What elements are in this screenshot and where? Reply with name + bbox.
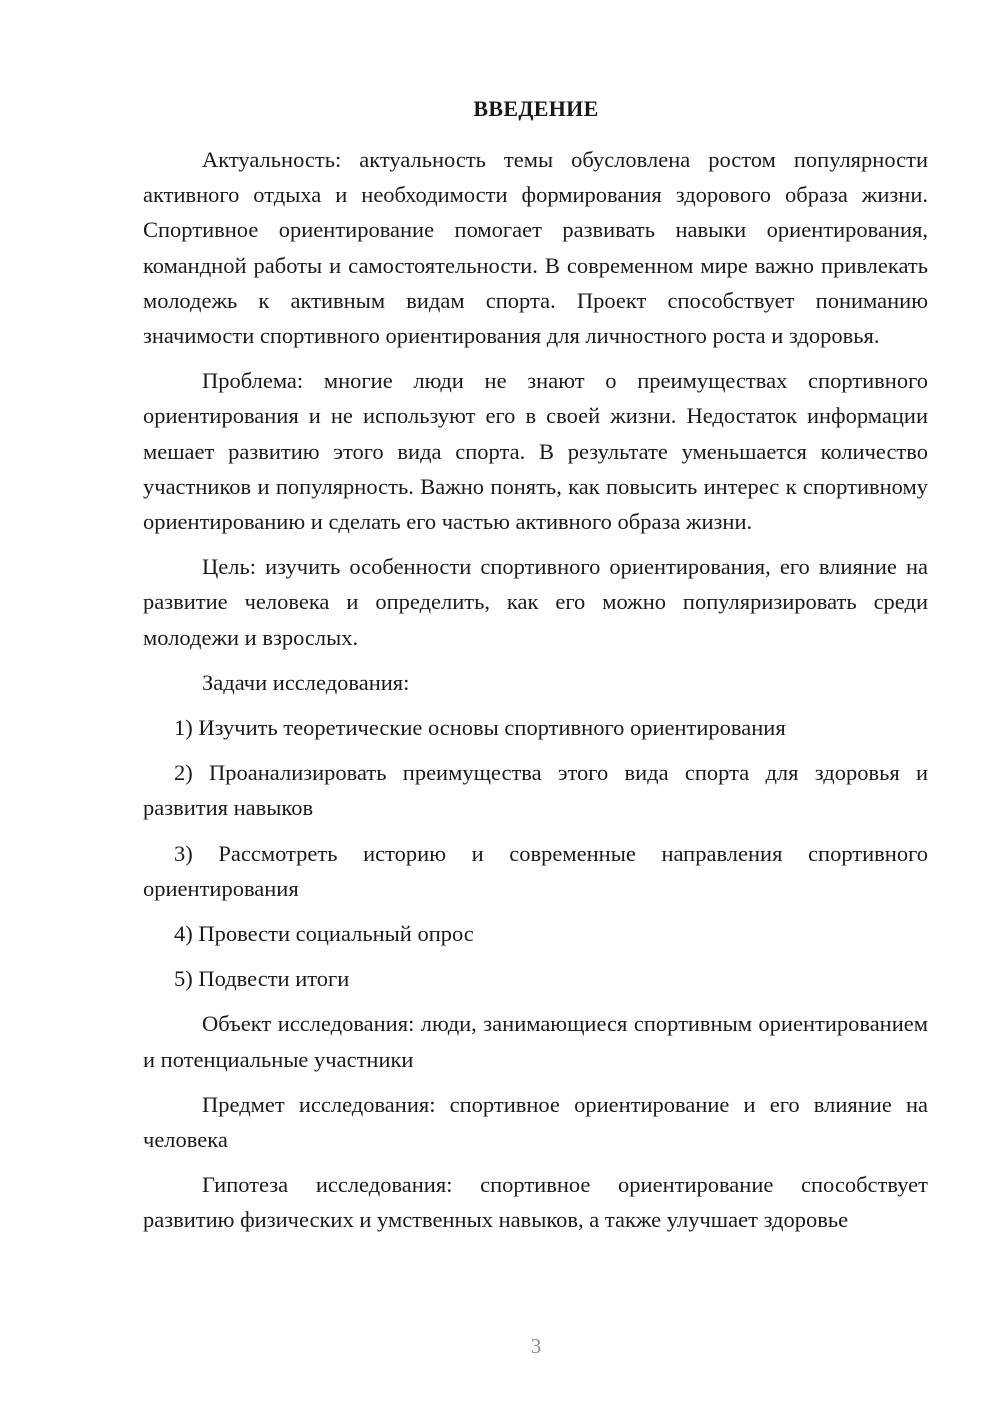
- task-item-5: 5) Подвести итоги: [174, 966, 350, 992]
- task-item-3: 3) Рассмотреть историю и современные направления спортивного ориентирования: [143, 840, 928, 901]
- task-item-2: 2) Проанализировать преимущества этого вида спорта для здоровья и развития навыков: [143, 760, 928, 821]
- paragraph-object: Объект исследования: люди, занимающиеся спортивным ориентированием и потенциальные участники: [143, 1011, 928, 1072]
- paragraph-relevance: Актуальность: актуальность темы обусловлена ростом популярности активного отдыха и необходимости формирования здорового образа жизни. Спортивное ориентирование помогает развивать навыки ориентирования, командной работы и самостоятельности. В современном мире важно привлекать молодежь к активным видам спорта. Проект способствует пониманию значимости спортивного ориентирования для личностного роста и здоровья.: [143, 147, 928, 349]
- task-item-4: 4) Провести социальный опрос: [174, 921, 474, 947]
- paragraph-problem: Проблема: многие люди не знают о преимуществах спортивного ориентирования и не используют его в своей жизни. Недостаток информации мешает развитию этого вида спорта. В результате уменьшается количество участников и популярность. Важно понять, как повысить интерес к спортивному ориентированию и сделать его частью активного образа жизни.: [143, 368, 928, 535]
- paragraph-goal: Цель: изучить особенности спортивного ориентирования, его влияние на развитие человека и определить, как его можно популяризировать среди молодежи и взрослых.: [143, 554, 928, 650]
- paragraph-hypothesis: Гипотеза исследования: спортивное ориентирование способствует развитию физических и умственных навыков, а также улучшает здоровье: [143, 1172, 928, 1233]
- paragraph-subject: Предмет исследования: спортивное ориентирование и его влияние на человека: [143, 1091, 928, 1153]
- document-body: [143, 142, 928, 1248]
- page-number: 3: [530, 1334, 542, 1358]
- page-title: ВВЕДЕНИЕ: [473, 96, 599, 121]
- tasks-heading: Задачи исследования:: [202, 669, 410, 695]
- task-item-1: 1) Изучить теоретические основы спортивного ориентирования: [174, 715, 786, 741]
